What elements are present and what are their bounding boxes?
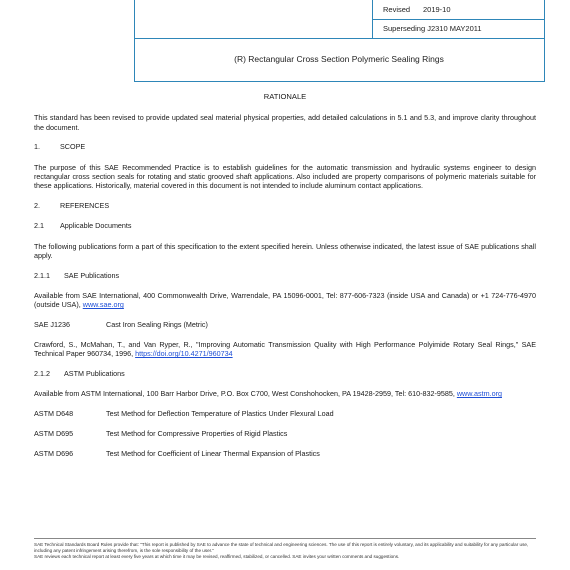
crawford-doi-link[interactable]: https://doi.org/10.4271/960734 (135, 349, 233, 359)
references-number: 2. (34, 201, 40, 211)
sae-number: 2.1.1 (34, 270, 50, 280)
superseding-row (383, 24, 482, 33)
rationale-text: This standard has been revised to provide updated seal material physical properties, add detailed calculations in 5.1 and 5.3, and improve clarity throughout the document. (34, 113, 536, 132)
header-frame-left (134, 0, 135, 82)
applicable-documents-heading (34, 221, 536, 230)
applicable-number: 2.1 (34, 221, 44, 231)
sae-ref-title: Cast Iron Sealing Rings (Metric) (106, 320, 208, 330)
sae-availability-text: Available from SAE International, 400 Commonwealth Drive, Warrendale, PA 15096-0001, Tel: 877-606-7323 (inside USA and Canada) or +1 724-776-4970 (outside USA), (34, 291, 536, 310)
astm-publications-heading (34, 369, 536, 378)
astm-ref-title: Test Method for Coefficient of Linear Thermal Expansion of Plastics (106, 448, 320, 458)
header-rule-mid (372, 19, 544, 20)
document-title: (R) Rectangular Cross Section Polymeric Sealing Rings (234, 54, 444, 64)
astm-ref-code: ASTM D695 (34, 428, 74, 438)
astm-website-link[interactable]: www.astm.org (456, 389, 502, 399)
footer-notice (34, 538, 536, 560)
astm-number: 2.1.2 (34, 369, 50, 379)
crawford-reference (34, 340, 536, 359)
sae-reference-row (34, 320, 536, 329)
footer-line-2: SAE reviews each technical report at least every five years at which time it may be revised, reaffirmed, stabilized, or cancelled. SAE invites your written comments and suggestions. (34, 554, 400, 559)
sae-website-link[interactable]: www.sae.org (82, 300, 124, 310)
scope-number: 1. (34, 142, 40, 152)
scope-text: The purpose of this SAE Recommended Practice is to establish guidelines for the automatic transmission and hydraulic systems engineer to design rectangular cross section seals for rotating and static grooved shaft applications. Also included are property comparisons of polymeric materials suitable for these applications. Historically, material covered in this document is not intended to include aluminum contact applications. (34, 162, 536, 191)
header-frame-right (544, 0, 545, 82)
astm-title: ASTM Publications (64, 369, 125, 379)
astm-ref-code: ASTM D696 (34, 448, 74, 458)
crawford-text: Crawford, S., McMahan, T., and Van Ryper, R., "Improving Automatic Transmission Quality with High Performance Polyimide Rotary Seal Rings," SAE Technical Paper 960734, 1996, (34, 339, 536, 359)
sae-ref-code: SAE J1236 (34, 320, 70, 330)
applicable-title: Applicable Documents (60, 221, 132, 231)
revised-value: 2019-10 (423, 5, 451, 14)
astm-availability-text: Available from ASTM International, 100 Barr Harbor Drive, P.O. Box C700, West Conshohocken, PA 19428-2959, Tel: 610-832-9585, (34, 389, 455, 399)
astm-ref-title: Test Method for Compressive Properties of Rigid Plastics (106, 428, 288, 438)
astm-availability (34, 389, 536, 398)
header-rule-lower (134, 38, 544, 39)
references-heading (34, 201, 536, 210)
astm-reference-row (34, 429, 536, 438)
superseding-text: Superseding J2310 MAY2011 (383, 24, 482, 33)
header-rule-bottom (134, 81, 544, 82)
revised-label: Revised (383, 5, 411, 14)
footer-line-1: SAE Technical Standards Board Rules provide that: "This report is published by SAE to advance the state of technical and engineering sciences. The use of this report is entirely voluntary, and its applicability and suitability for any particular use, including any patent infringement arising therefrom, is the sole responsibility of the user." (34, 542, 529, 553)
sae-title: SAE Publications (64, 270, 120, 280)
revised-row (383, 5, 451, 14)
astm-ref-code: ASTM D648 (34, 409, 74, 419)
sae-publications-heading (34, 271, 536, 280)
document-body (34, 92, 536, 469)
sae-availability (34, 291, 536, 310)
rationale-heading: RATIONALE (263, 92, 307, 101)
astm-ref-title: Test Method for Deflection Temperature of Plastics Under Flexural Load (106, 409, 334, 419)
scope-heading (34, 142, 536, 151)
astm-reference-row (34, 409, 536, 418)
astm-reference-row (34, 449, 536, 458)
references-title: REFERENCES (60, 201, 110, 211)
applicable-text: The following publications form a part of this specification to the extent specified herein. Unless otherwise indicated, the latest issue of SAE publications shall apply. (34, 241, 536, 260)
scope-title: SCOPE (60, 142, 86, 152)
